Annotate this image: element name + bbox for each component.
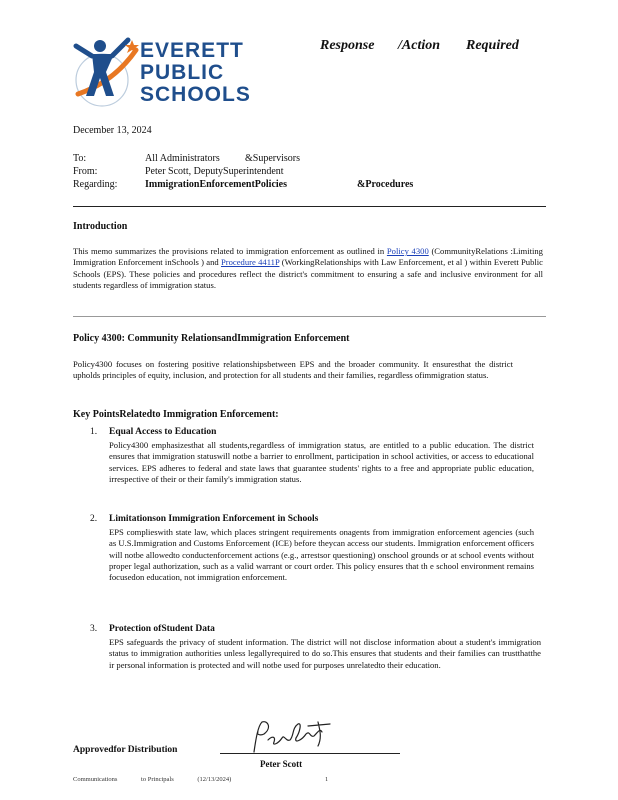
- procedure-4411p-link[interactable]: Procedure 4411P: [220, 257, 280, 268]
- from-value: Peter Scott, DeputySuperintendent: [145, 166, 284, 177]
- to-value-2: &Supervisors: [245, 153, 300, 164]
- intro-text-2: (CommunityRelations :Limiting Immigration Enforcement inSchools ) and: [73, 246, 543, 268]
- policy-heading: Policy 4300: Community RelationsandImmigration Enforcement: [73, 333, 350, 344]
- memo-date: December 13, 2024: [73, 125, 152, 136]
- item-text-equal-access: Policy4300 emphasizesthat all students,regardless of immigration status, are entitled to a public education. The district ensures that immigration statuswill notbe a barrier to enrollment, participation in school activities, or access to educational services. EPS adheres to federal and state laws that guarantee students' rights to a free and appropriate public education, irrespective of their or their family's immigration status.: [109, 440, 534, 484]
- header-divider: [73, 206, 546, 207]
- regarding-value-2: &Procedures: [357, 179, 414, 190]
- to-value: All Administrators: [145, 153, 220, 164]
- policy-4300-link[interactable]: Policy 4300: [386, 246, 429, 256]
- item-title-equal-access: Equal Access to Education: [109, 427, 217, 437]
- from-label: From:: [73, 166, 98, 177]
- page-footer: [73, 776, 350, 783]
- footer-mid-2: (12/13/2024): [197, 776, 232, 783]
- footer-left: Communications: [73, 776, 118, 783]
- item-text-student-data: EPS safeguards the privacy of student information. The district will not disclose information about a student's immigration status to immigration authorities unless legallyrequired to do so.This ensures that students and their families can trustthatthe ir personal information is protected and will notbe used for purposes unrelatedto their education.: [109, 637, 541, 670]
- regarding-label: Regarding:: [73, 179, 118, 190]
- logo-wordmark: EVERETT PUBLIC SCHOOLS: [140, 39, 251, 106]
- approved-for-distribution-label: Approvedfor Distribution: [73, 745, 178, 755]
- district-logo: [70, 36, 260, 116]
- intro-paragraph: [73, 246, 543, 291]
- required-label: Required: [466, 38, 519, 53]
- signer-name: Peter Scott: [260, 759, 303, 769]
- regarding-value: ImmigrationEnforcementPolicies: [145, 179, 288, 190]
- action-label: /Action: [398, 38, 441, 53]
- item-number: 2.: [90, 514, 98, 524]
- item-title-student-data: Protection ofStudent Data: [109, 624, 215, 634]
- to-label: To:: [73, 153, 87, 164]
- intro-divider: [73, 316, 546, 317]
- policy-paragraph: Policy4300 focuses on fostering positive relationshipsbetween EPS and the broader community. It ensuresthat the district upholds principles of equity, inclusion, and protection for all students and their families, regardless ofimmigration status.: [73, 359, 513, 381]
- item-text-limitations: EPS complieswith state law, which places stringent requirements onagents from immigration enforcement agencies (such as U.S.Immigration and Customs Enforcement (ICE) before theycan access our students. Immigration enforcement officers will notbe allowedto conductenforcement actions (e.g., arrestsor questioning) onschool grounds or at school events without proper legal authorization, such as a valid warrant or court order. This policy ensures that th e school environment remains focusedon education, not immigration enforcement.: [109, 527, 534, 583]
- item-number: 3.: [90, 624, 98, 634]
- page-number: 1: [324, 776, 329, 783]
- key-points-heading: Key PointsRelatedto Immigration Enforcement:: [73, 409, 279, 420]
- intro-heading: Introduction: [73, 221, 128, 232]
- signature-line: [220, 753, 400, 754]
- footer-mid-1: to Principals: [141, 776, 174, 783]
- signature-icon: [248, 718, 338, 756]
- item-number: 1.: [90, 427, 98, 437]
- intro-text-1: This memo summarizes the provisions related to immigration enforcement as outlined in: [73, 246, 387, 256]
- intro-text-3: (WorkingRelationships with Law Enforcement, et al ) within Everett Public Schools (EPS). These policies and procedures reflect the district's commitment to ensuring a safe and inclusive environment for all students regardless of immigration status.: [73, 257, 543, 290]
- response-label: Response: [320, 38, 375, 53]
- item-title-limitations: Limitationson Immigration Enforcement in Schools: [109, 514, 319, 524]
- logo-figure-icon: [70, 36, 140, 116]
